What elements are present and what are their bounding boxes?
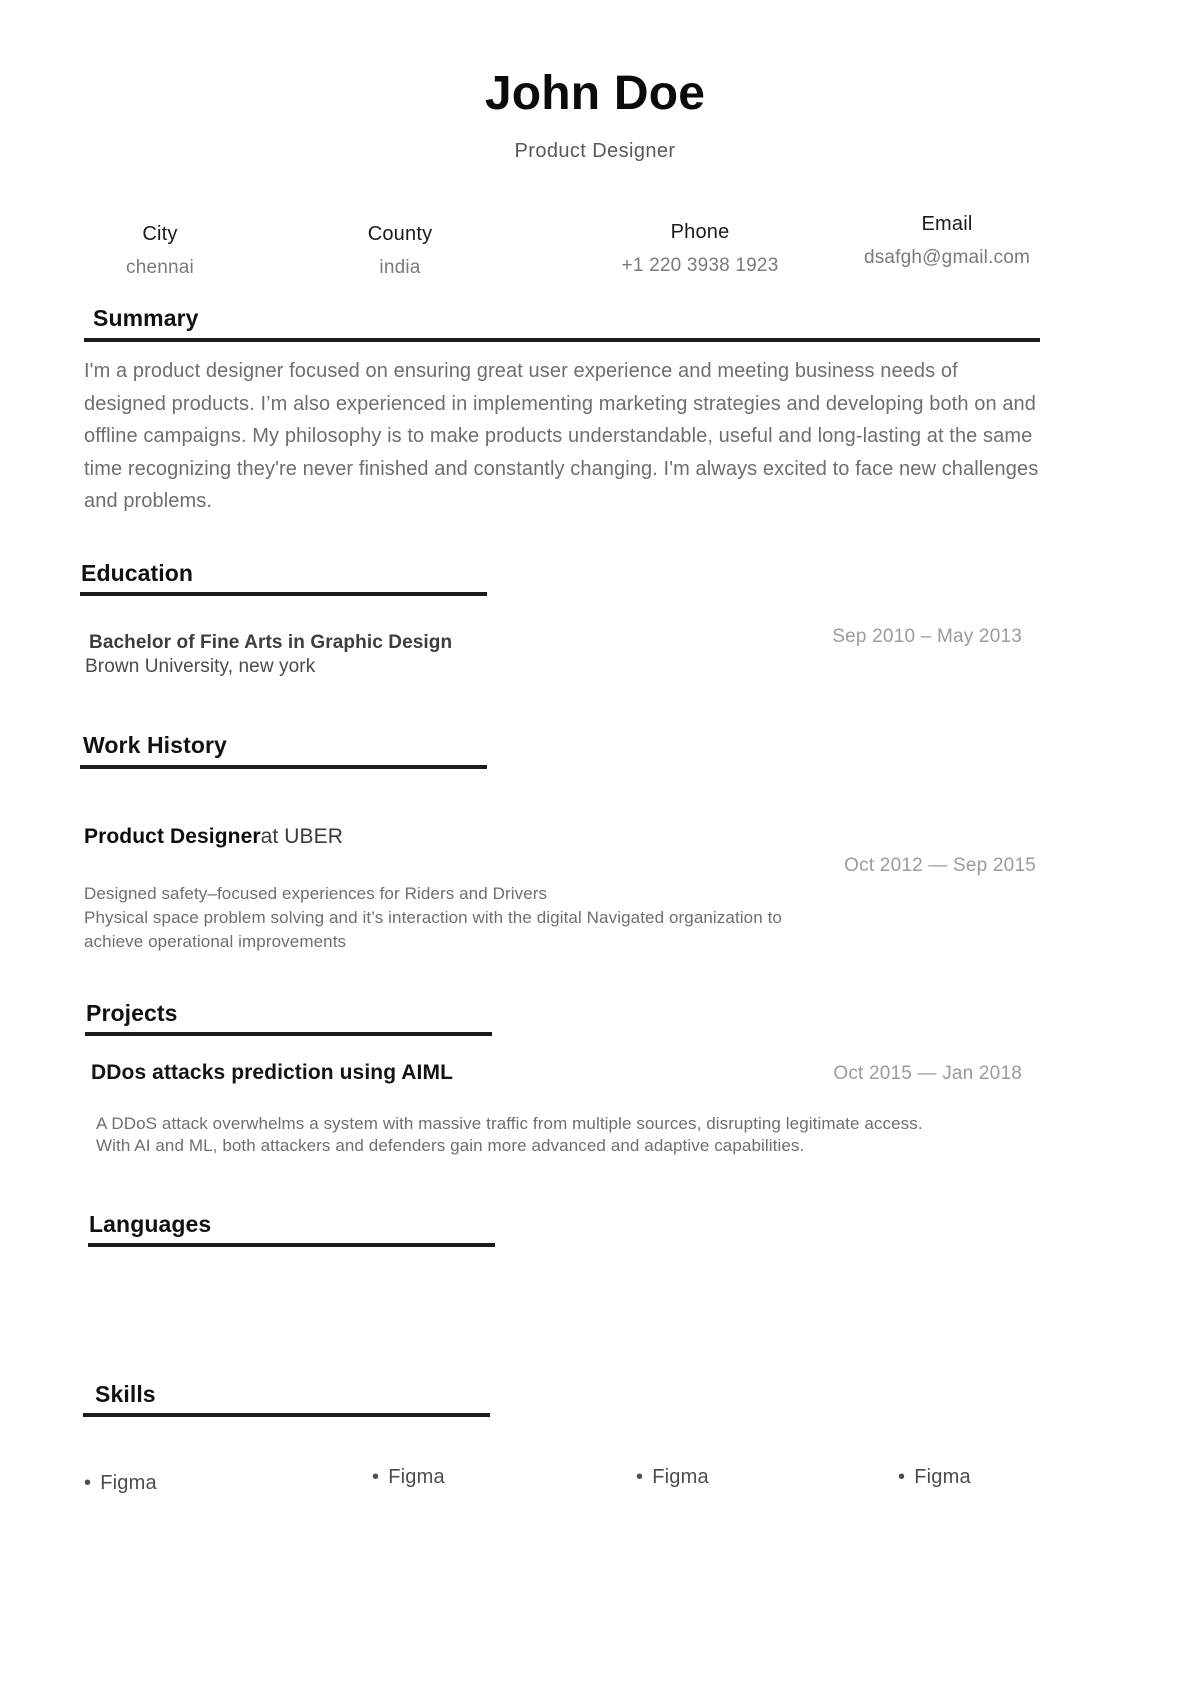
section-heading-projects: Projects [86, 1000, 178, 1026]
section-rule-work-history [80, 765, 487, 769]
summary-body: I'm a product designer focused on ensuring great user experience and meeting business needs of designed products. I’m also experienced in implementing marketing strategies and developing both on and offline campaigns. My philosophy is to make products understandable, useful and long-lasting at the same time recognizing they're never finished and constantly changing. I'm always excited to face new challenges and problems. [84, 360, 1039, 512]
skill-item-2 [372, 1466, 445, 1489]
contact-value-phone: +1 220 3938 1923 [621, 255, 779, 276]
contact-label-phone: Phone [670, 221, 730, 243]
section-rule-education [80, 592, 487, 596]
skill-label-3: Figma [652, 1466, 709, 1488]
section-heading-summary: Summary [93, 305, 199, 331]
bullet-icon: • [898, 1466, 906, 1488]
contact-label-county: County [367, 223, 433, 245]
project-description-line-1: A DDoS attack overwhelms a system with massive traffic from multiple sources, disrupting legitimate access. [96, 1114, 923, 1133]
section-heading-skills: Skills [95, 1381, 156, 1407]
section-rule-projects [85, 1032, 492, 1036]
bullet-icon: • [84, 1472, 92, 1494]
contact-value-email: dsafgh@gmail.com [863, 247, 1031, 268]
education-date: Sep 2010 – May 2013 [832, 626, 1022, 647]
bullet-icon: • [636, 1466, 644, 1488]
work-company: at UBER [260, 825, 344, 848]
education-school: Brown University, new york [85, 656, 316, 677]
page-title: John Doe [484, 67, 706, 120]
project-description-line-2: With AI and ML, both attackers and defenders gain more advanced and adaptive capabilities. [96, 1136, 805, 1155]
work-description-line-2: Physical space problem solving and it’s interaction with the digital Navigated organization to [84, 908, 782, 927]
contact-value-city: chennai [126, 257, 194, 278]
skill-label-4: Figma [914, 1466, 971, 1488]
section-heading-languages: Languages [89, 1211, 212, 1237]
skill-label-2: Figma [388, 1466, 445, 1488]
contact-label-city: City [142, 223, 178, 245]
skill-label-1: Figma [100, 1472, 157, 1494]
work-description-line-1: Designed safety–focused experiences for Riders and Drivers [84, 884, 548, 903]
work-date: Oct 2012 — Sep 2015 [844, 855, 1036, 876]
contact-label-email: Email [921, 213, 973, 235]
section-heading-education: Education [81, 560, 194, 586]
contact-value-county: india [379, 257, 421, 278]
education-degree: Bachelor of Fine Arts in Graphic Design [89, 632, 453, 653]
skill-item-4 [898, 1466, 971, 1489]
skill-item-1 [84, 1472, 157, 1495]
section-rule-summary [84, 338, 1040, 342]
project-name: DDos attacks prediction using AIML [91, 1061, 453, 1084]
section-rule-languages [88, 1243, 495, 1247]
contact-field-email [832, 213, 1062, 269]
contact-field-phone [600, 221, 800, 277]
contact-row [0, 205, 1190, 285]
section-rule-skills [83, 1413, 490, 1417]
contact-field-city [60, 223, 260, 279]
skill-item-3 [636, 1466, 709, 1489]
project-date: Oct 2015 — Jan 2018 [833, 1063, 1022, 1084]
page-subtitle: Product Designer [514, 140, 676, 162]
work-entry-title [84, 825, 343, 849]
contact-field-county [300, 223, 500, 279]
bullet-icon: • [372, 1466, 380, 1488]
work-position: Product Designer [84, 825, 261, 848]
section-heading-work-history: Work History [83, 732, 227, 758]
work-description-line-3: achieve operational improvements [84, 932, 347, 951]
